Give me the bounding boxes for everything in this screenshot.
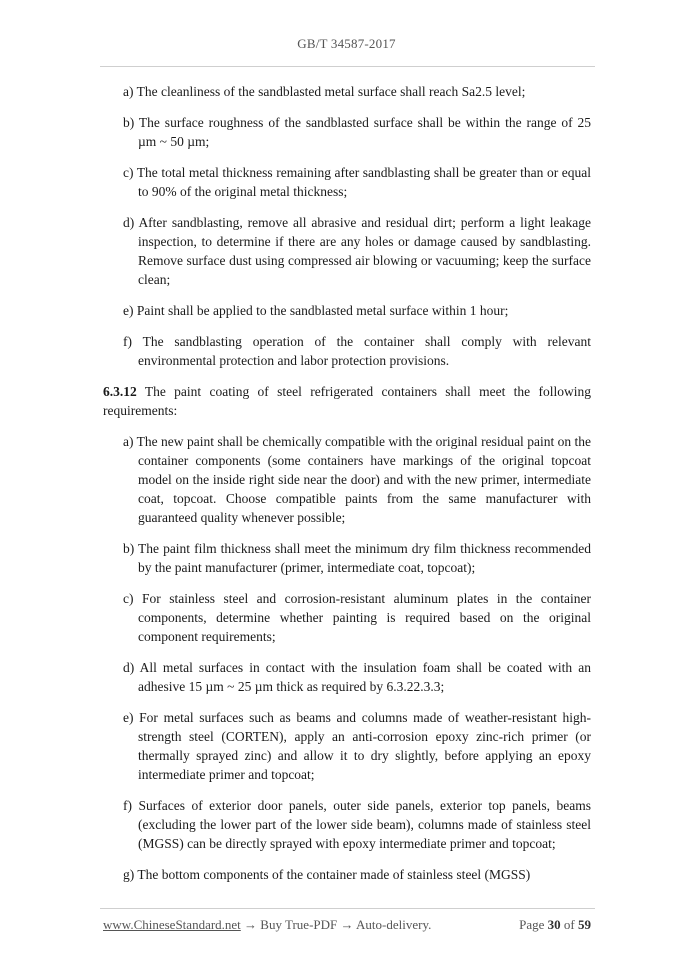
item-text: The surface roughness of the sandblasted surface shall be within the range of 25 µm ~ 50 µm; [138, 115, 592, 149]
total-pages: 59 [578, 917, 591, 932]
page-body [103, 82, 591, 896]
item-label: a) [123, 434, 134, 449]
list-item [123, 708, 591, 784]
list-item [123, 163, 591, 201]
list-item [123, 213, 591, 289]
item-text: The bottom components of the container made of stainless steel (MGSS) [137, 867, 531, 882]
item-text: The new paint shall be chemically compatible with the original residual paint on the container components (some containers have markings of the original topcoat model on the inside right side near the door) and with the new primer, intermediate coat, topcoat. Choose compatible paints from the same manufacturer with guaranteed quality whenever possible; [136, 434, 591, 525]
item-text: Paint shall be applied to the sandblasted metal surface within 1 hour; [136, 303, 509, 318]
list-item [123, 658, 591, 696]
clause-number: 6.3.12 [103, 384, 137, 399]
item-text: All metal surfaces in contact with the insulation foam shall be coated with an adhesive 15 µm ~ 25 µm thick as required by 6.3.22.3.3; [138, 660, 591, 694]
arrow-right-icon: → [244, 917, 258, 932]
item-text: The cleanliness of the sandblasted metal surface shall reach Sa2.5 level; [136, 84, 526, 99]
header-rule [100, 66, 595, 67]
item-text: Surfaces of exterior door panels, outer side panels, exterior top panels, beams (excluding the lower part of the lower side beam), columns made of stainless steel (MGSS) can be directly sprayed with epoxy intermediate primer and topcoat; [138, 798, 591, 851]
item-label: c) [123, 591, 134, 606]
page-header [0, 36, 693, 52]
item-text: For stainless steel and corrosion-resistant aluminum plates in the container components, determine whether painting is required based on the original component requirements; [138, 591, 591, 644]
item-label: g) [123, 867, 135, 882]
list-item [123, 113, 591, 151]
item-text: For metal surfaces such as beams and columns made of weather-resistant high-strength steel (CORTEN), apply an anti-corrosion epoxy zinc-rich primer (or thermally sprayed zinc) and allow it to dry slightly, before applying an epoxy intermediate primer and topcoat; [138, 710, 591, 782]
page-number [519, 917, 591, 933]
item-text: The sandblasting operation of the container shall comply with relevant environmental protection and labor protection provisions. [138, 334, 591, 368]
of-word: of [563, 917, 575, 932]
standard-code: GB/T 34587-2017 [297, 36, 396, 51]
item-label: c) [123, 165, 134, 180]
list-item [123, 865, 591, 884]
list-item [123, 332, 591, 370]
item-label: d) [123, 215, 135, 230]
list-item [123, 301, 591, 320]
item-label: b) [123, 541, 135, 556]
item-text: The total metal thickness remaining after sandblasting shall be greater than or equal to 90% of the original metal thickness; [136, 165, 591, 199]
clause-text: The paint coating of steel refrigerated containers shall meet the following requirements: [103, 384, 591, 418]
item-label: a) [123, 84, 134, 99]
site-link[interactable]: www.ChineseStandard.net [103, 917, 241, 932]
footer-rule [100, 908, 595, 909]
footer-links [103, 917, 431, 933]
item-label: f) [123, 334, 132, 349]
page-word: Page [519, 917, 545, 932]
list-item [123, 432, 591, 527]
current-page: 30 [547, 917, 561, 932]
buy-pdf-link[interactable]: Buy True-PDF [260, 917, 338, 932]
item-label: f) [123, 798, 132, 813]
list-item [123, 796, 591, 853]
item-text: The paint film thickness shall meet the minimum dry film thickness recommended by the paint manufacturer (primer, intermediate coat, topcoat); [138, 541, 591, 575]
clause-6-3-12 [103, 382, 591, 420]
list-item [123, 539, 591, 577]
auto-delivery-text: Auto-delivery. [356, 917, 432, 932]
arrow-right-icon: → [340, 917, 354, 932]
item-text: After sandblasting, remove all abrasive and residual dirt; perform a light leakage inspection, to determine if there are any holes or damage caused by sandblasting. Remove surface dust using compressed air blowing or vacuuming; keep the surface clean; [138, 215, 592, 287]
item-label: b) [123, 115, 135, 130]
list-item [123, 589, 591, 646]
item-label: e) [123, 303, 134, 318]
item-label: d) [123, 660, 135, 675]
list-item [123, 82, 591, 101]
item-label: e) [123, 710, 134, 725]
